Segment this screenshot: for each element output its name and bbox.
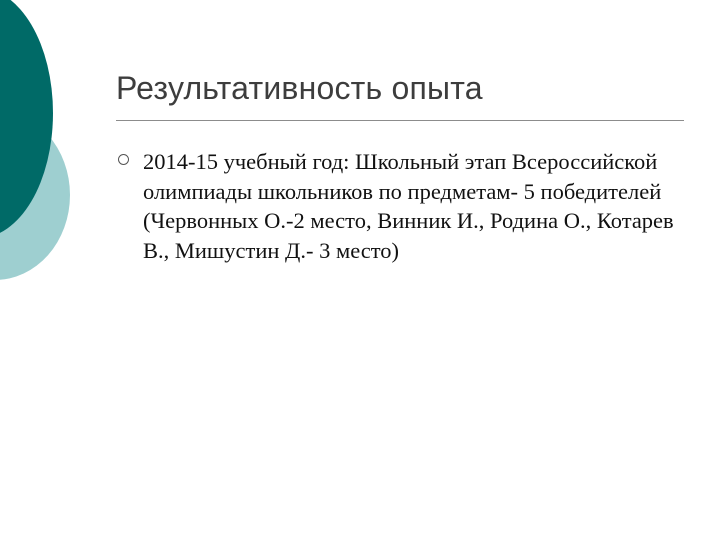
bullet-list xyxy=(116,147,686,265)
title-divider xyxy=(116,120,684,121)
hollow-circle-bullet-icon xyxy=(118,154,129,165)
bullet-item xyxy=(116,147,686,265)
bullet-text: 2014-15 учебный год: Школьный этап Всероссийской олимпиады школьников по предметам- 5 победителей (Червонных О.-2 место, Винник И., Родина О., Котарев В., Мишустин Д.- 3 место) xyxy=(143,149,674,263)
slide-title: Результативность опыта xyxy=(116,70,483,106)
